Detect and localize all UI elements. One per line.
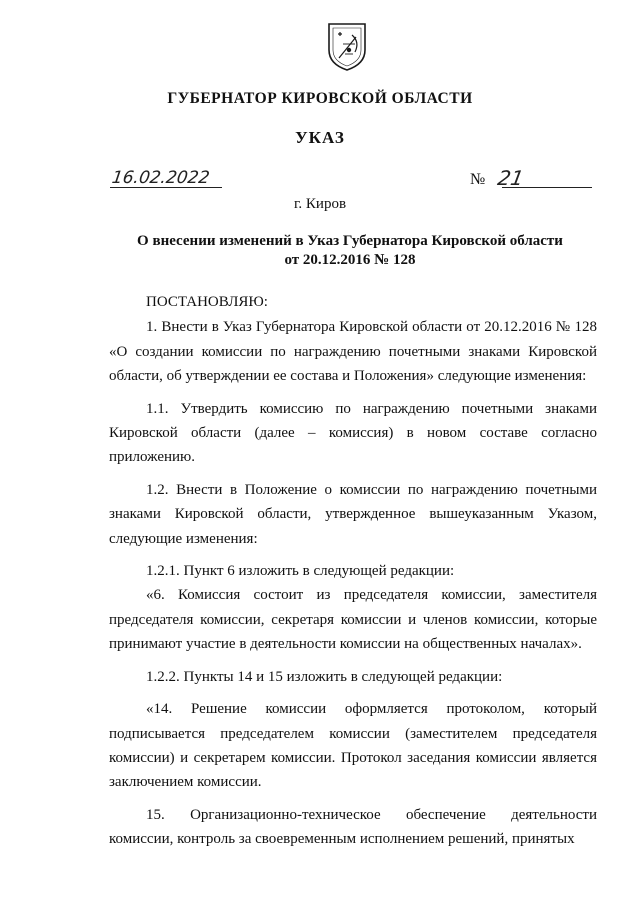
- coat-of-arms-icon: [325, 20, 369, 72]
- document-date: 16.02.2022: [110, 168, 211, 188]
- quote-item-6: «6. Комиссия состоит из председателя комиссии, заместителя председателя комиссии, секретаря комиссии и членов комиссии, которые принимают участие в деятельности комиссии на общественных началах».: [109, 587, 597, 653]
- document-body: [109, 290, 597, 852]
- quote-item-14: «14. Решение комиссии оформляется протоколом, который подписывается председателем комиссии (заместителем председателя комиссии) и секретарем комиссии. Протокол заседания комиссии является заключением комиссии.: [109, 701, 597, 791]
- city: г. Киров: [293, 196, 347, 212]
- title-line-2: от 20.12.2016 № 128: [284, 252, 416, 268]
- document-title: [100, 232, 600, 270]
- number-value: 21: [495, 166, 526, 190]
- paragraph-1-2-1: 1.2.1. Пункт 6 изложить в следующей редакции:: [146, 563, 455, 580]
- date-underline: [110, 187, 222, 188]
- paragraph-1-2-2: 1.2.2. Пункты 14 и 15 изложить в следующей редакции:: [146, 668, 503, 685]
- quote-item-15: 15. Организационно-техническое обеспечение деятельности комиссии, контроль за своевременным исполнением решений, принятых: [109, 806, 597, 848]
- paragraph-1-2: 1.2. Внести в Положение о комиссии по награждению почетными знаками Кировской области, утвержденное вышеуказанным Указом, следующие изменения:: [109, 481, 597, 547]
- number-underline: [502, 187, 592, 188]
- title-line-1: О внесении изменений в Указ Губернатора Кировской области: [137, 233, 563, 249]
- number-sign: №: [470, 171, 486, 188]
- paragraph-1: 1. Внести в Указ Губернатора Кировской области от 20.12.2016 № 128 «О создании комиссии по награждению почетными знаками Кировской области, об утверждении ее состава и Положения» следующие изменения:: [109, 319, 597, 385]
- document-type: УКАЗ: [295, 128, 345, 147]
- decree-word: ПОСТАНОВЛЯЮ:: [146, 294, 268, 310]
- paragraph-1-1: 1.1. Утвердить комиссию по награждению почетными знаками Кировской области (далее – комиссия) в новом составе согласно приложению.: [109, 400, 597, 466]
- issuing-authority: ГУБЕРНАТОР КИРОВСКОЙ ОБЛАСТИ: [167, 90, 473, 107]
